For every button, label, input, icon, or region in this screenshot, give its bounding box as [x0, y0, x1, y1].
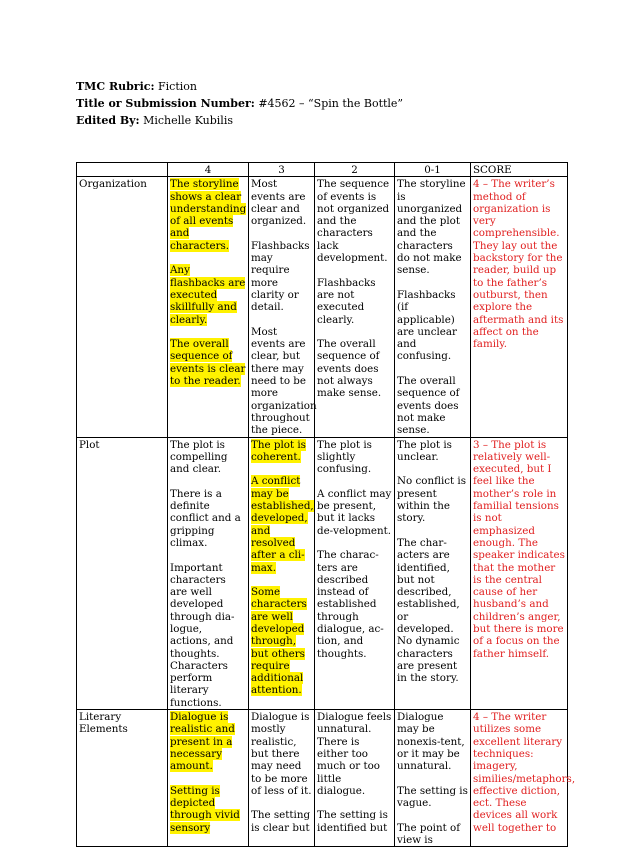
- cell-0-1: [395, 710, 471, 847]
- row-category: Plot: [77, 437, 168, 710]
- column-header-4: 4: [168, 163, 249, 177]
- rubric-type-line: [76, 78, 403, 95]
- cell-4: [168, 177, 249, 437]
- criterion-text: No conflict is present within the story.: [397, 475, 466, 525]
- table-row: [77, 437, 568, 710]
- cell-4: [168, 710, 249, 847]
- criterion-text: The storyline is unorganized and the plot and the characters do not make sense.: [397, 178, 466, 277]
- criterion-text: The char-acters are identified, but not described, established, or developed. No dynamic characters are present in the story.: [397, 536, 460, 685]
- table-row: [77, 710, 568, 847]
- criterion-text: The plot is slightly confusing.: [317, 438, 372, 476]
- criterion-text: Some characters are well developed through, but others require additional attention.: [251, 586, 307, 697]
- criterion-text: The setting is clear but: [251, 809, 311, 834]
- criterion-text: There is a definite conflict and a gripping climax.: [170, 487, 241, 549]
- column-header-0-1: 0-1: [395, 163, 471, 177]
- submission-title-value: #4562 – “Spin the Bottle”: [258, 97, 404, 110]
- criterion-text: Flashbacks (if applicable) are unclear and confusing.: [397, 288, 457, 363]
- criterion-text: A conflict may be present, but it lacks de-velopment.: [317, 487, 392, 537]
- row-category: Literary Elements: [77, 710, 168, 847]
- criterion-text: Setting is depicted through vivid sensory: [170, 784, 240, 834]
- criterion-text: Dialogue is mostly realistic, but there may need to be more of less of it.: [251, 711, 312, 797]
- criterion-text: The plot is unclear.: [397, 438, 452, 463]
- column-header-category: [77, 163, 168, 177]
- criterion-text: Dialogue may be nonexis-tent, or it may be unnatural.: [397, 711, 465, 773]
- cell-0-1: [395, 437, 471, 710]
- table-row: [77, 177, 568, 437]
- criterion-text: The charac-ters are described instead of established through dialogue, ac-tion, and thoughts.: [317, 549, 384, 660]
- criterion-text: The sequence of events is not organized and the characters lack development.: [317, 178, 390, 265]
- score-comment: 4 – The writer’s method of organization is very comprehensible. They lay out the backstory for the reader, build up to the father’s outburst, then explore the aftermath and its affect on the family.: [471, 177, 568, 437]
- criterion-text: Dialogue feels unnatural. There is either too much or too little dialogue.: [317, 711, 392, 797]
- column-header-score: SCORE: [471, 163, 568, 177]
- row-category: Organization: [77, 177, 168, 437]
- submission-title-label: Title or Submission Number:: [76, 97, 255, 110]
- criterion-text: The overall sequence of events does not make sense.: [397, 375, 460, 437]
- criterion-text: The setting is identified but: [317, 809, 388, 834]
- score-comment: 3 – The plot is relatively well-executed, but I feel like the mother’s role in familial tensions is not emphasized enough. The speaker indicates that the mother is the central cause of her husband’s and children’s anger, but there is more of a focus on the father himself.: [471, 437, 568, 710]
- cell-4: [168, 437, 249, 710]
- criterion-text: Flashbacks are not executed clearly.: [317, 276, 376, 326]
- editor-label: Edited By:: [76, 114, 140, 127]
- criterion-text: The plot is coherent.: [251, 438, 306, 463]
- cell-2: [315, 437, 395, 710]
- criterion-text: The setting is vague.: [397, 784, 468, 810]
- criterion-text: The storyline shows a clear understanding of all events and characters.: [170, 178, 247, 252]
- rubric-type-value: Fiction: [158, 80, 197, 93]
- criterion-text: Most events are clear, but there may need to be more organization throughout the piece.: [251, 325, 317, 437]
- cell-3: [249, 437, 315, 710]
- cell-0-1: [395, 177, 471, 437]
- criterion-text: The point of view is: [397, 821, 461, 847]
- criterion-text: Important characters are well developed through dia-logue, actions, and thoughts. Characters perform literary functions.: [170, 561, 235, 709]
- criterion-text: A conflict may be established, developed, and resolved after a cli-max.: [251, 475, 314, 574]
- criterion-text: Any flashbacks are executed skillfully and clearly.: [170, 264, 246, 326]
- cell-2: [315, 177, 395, 437]
- criterion-text: Flashbacks may require more clarity or detail.: [251, 239, 310, 314]
- criterion-text: Dialogue is realistic and present in a necessary amount.: [170, 711, 235, 773]
- editor-value: Michelle Kubilis: [143, 114, 233, 127]
- column-header-3: 3: [249, 163, 315, 177]
- editor-line: [76, 112, 403, 129]
- cell-2: [315, 710, 395, 847]
- cell-3: [249, 710, 315, 847]
- criterion-text: Most events are clear and organized.: [251, 178, 307, 228]
- column-header-2: 2: [315, 163, 395, 177]
- criterion-text: The overall sequence of events is clear to the reader.: [170, 338, 246, 388]
- criterion-text: The overall sequence of events does not always make sense.: [317, 338, 382, 400]
- rubric-table: [76, 162, 576, 847]
- submission-title-line: [76, 95, 403, 112]
- table-header-row: [77, 163, 568, 177]
- criterion-text: The plot is compelling and clear.: [170, 438, 228, 476]
- score-comment: 4 – The writer utilizes some excellent literary techniques: imagery, similies/metaphors, effective diction, ect. These devices all work well together to: [471, 710, 568, 847]
- rubric-type-label: TMC Rubric:: [76, 80, 155, 93]
- cell-3: [249, 177, 315, 437]
- rubric-header: [76, 78, 403, 129]
